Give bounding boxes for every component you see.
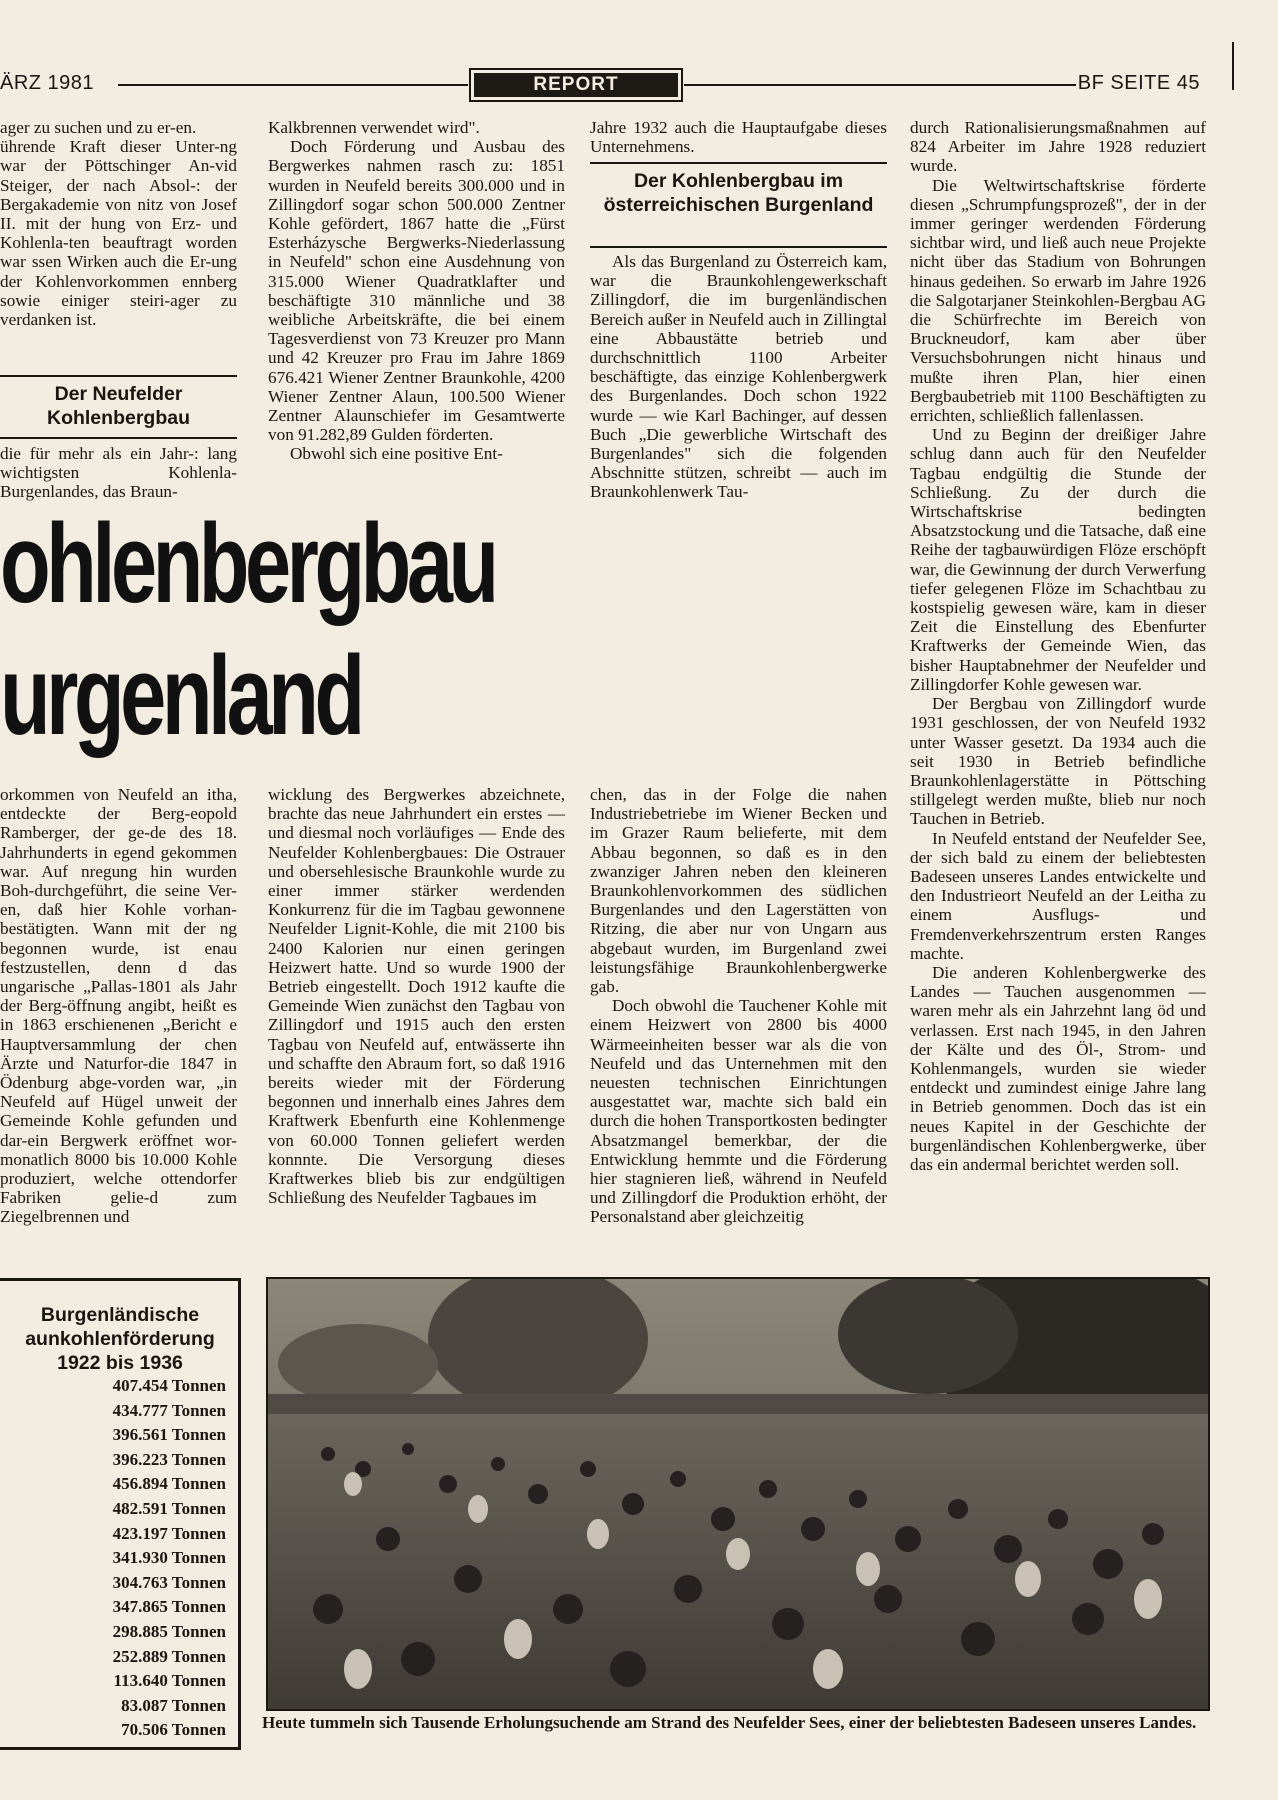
table-row: 407.454 Tonnen <box>112 1376 226 1395</box>
paragraph: Und zu Beginn der dreißiger Jahre schlug dann auch für den Neufelder Tagbau endgültig die Stunde der Schließung. Zu der durch die Wirtschaftskrise bedingten Absatzstockung und die Tatsache, daß eine Reihe der tagbauwürdigen Flöze erschöpft war, die Gewinnung der durch Verwerfung tiefer gelegenen Flöze im Schachtbau zu kostspielig gewesen wäre, kam in dieser Zeit die Einstellung des Ebenfurter Kraftwerks der Gemeinde Wien, das bisher Hauptabnehmer der Neufelder und Zillingdorfer Kohle gewesen war. <box>910 425 1206 694</box>
subhead-box-neufelder <box>0 375 237 439</box>
paragraph: Doch Förderung und Ausbau des Bergwerkes nahmen rasch zu: 1851 wurden in Neufeld bereits 300.000 und in Zillingdorf sogar schon 500.000 Zentner Kohle gefördert, 1867 hatte die „Fürst Esterházysche Bergwerks-Niederlassung in Neufeld" schon eine Ausdehnung von 315.000 Wiener Quadratklafter und beschäftigte 310 männliche und 38 weibliche Arbeitskräfte, die bei einem Tagesverdienst von 73 Kreuzer pro Mann und 42 Kreuzer pro Frau im Jahre 1869 676.421 Wiener Zentner Braunkohle, 4200 Wiener Zentner Alaun, 100.500 Wiener Zentner Alaunschiefer im Gesamtwerte von 91.282,89 Gulden förderten. <box>268 137 565 445</box>
lake-photo-image <box>268 1279 1208 1709</box>
page-number: BF SEITE 45 <box>1077 72 1200 94</box>
edge-rule <box>1232 42 1234 90</box>
headline-line-2: urgenland <box>0 633 361 758</box>
table-rows <box>0 1374 226 1743</box>
paragraph: ührende Kraft dieser Unter-ng war der Pöttschinger An-vid Steiger, der nach Absol-: der Bergakademie von nitz von Josef II. mit der hung von Erz- und Kohlenla-ten beauftragt worden war ssen Wirken auch die Er-ung der Kohlenvorkommen ennberg sowie einiger steiri-ager zu verdanken ist. <box>0 137 237 330</box>
subhead-box-burgenland <box>590 162 887 248</box>
paragraph: Kalkbrennen verwendet wird". <box>268 118 480 137</box>
table-row: 113.640 Tonnen <box>113 1671 226 1691</box>
paragraph: Obwohl sich eine positive Ent- <box>290 444 503 464</box>
production-table <box>0 1278 241 1750</box>
table-row: 434.777 Tonnen <box>112 1400 226 1420</box>
table-row: 83.087 Tonnen <box>121 1695 226 1715</box>
table-row: 347.865 Tonnen <box>112 1597 226 1617</box>
paragraph: die für mehr als ein Jahr-: lang wichtigsten Kohlenla- Burgenlandes, das Braun- <box>0 444 237 502</box>
photo-caption: Heute tummeln sich Tausende Erholungsuchende am Strand des Neufelder Sees, einer der beliebtesten Badeseen unseres Landes. <box>262 1713 1197 1732</box>
issue-date: ÄRZ 1981 <box>0 72 95 94</box>
paragraph: chen, das in der Folge die nahen Industriebetriebe im Wiener Becken und im Grazer Raum belieferte, mit dem Abbau begonnen, so daß es in den zwanziger Jahren neben den kleineren Braunkohlenvorkommen des südlichen Burgenlandes und den Lagerstätten von Ritzing, die aber nur von Ungarn aus abgebaut wurden, im Burgenland zwei leistungsfähige Braunkohlenbergwerke gab. <box>590 785 887 997</box>
column-4 <box>910 118 1206 1174</box>
table-row: 252.889 Tonnen <box>112 1646 226 1666</box>
paragraph: durch Rationalisierungsmaßnahmen auf 824 Arbeiter im Jahre 1928 reduziert wurde. <box>910 118 1206 176</box>
column-3-after-subhead <box>590 252 887 502</box>
table-row: 298.885 Tonnen <box>112 1621 226 1641</box>
header-rule-right <box>684 84 1076 86</box>
column-1-bottom <box>0 785 237 1227</box>
paragraph: ager zu suchen und zu er-en. <box>0 118 197 137</box>
table-row: 482.591 Tonnen <box>112 1498 226 1518</box>
section-label: REPORT <box>474 73 678 97</box>
paragraph: Die Weltwirtschaftskrise förderte diesen „Schrumpfungsprozeß", der in der immer geringer werdenden Förderung sichtbar wird, und ließ auch neue Projekte nicht über das Stadium von Bohrungen hinaus gedeihen. So erwarb im Jahre 1926 die Salgotarjaner Steinkohlen-Bergbau AG die Schürfrechte im Bereich von Bruckneudorf, kam aber über Versuchsbohrungen nicht hinaus und mußte ihren Plan, hier einen Bergbaubetrieb mit 1100 Beschäftigten zu errichten, schließlich fallenlassen. <box>910 175 1206 426</box>
table-row: 396.561 Tonnen <box>112 1425 226 1445</box>
table-row: 396.223 Tonnen <box>112 1449 226 1469</box>
table-row: 70.506 Tonnen <box>121 1720 226 1740</box>
table-title: Burgenländische aunkohlenförderung 1922 bis 1936 <box>25 1304 215 1374</box>
paragraph: Der Bergbau von Zillingdorf wurde 1931 geschlossen, der von Neufeld 1932 unter Wasser gesetzt. Da 1934 auch die seit 1930 in Betrieb befindliche Braunkohlenlagerstätte in Pöttsching stillgelegt werden mußte, blieb nur noch Tauchen in Betrieb. <box>910 694 1206 829</box>
table-row: 423.197 Tonnen <box>112 1523 226 1543</box>
header-rule-left <box>118 84 468 86</box>
headline-line-1: ohlenbergbau <box>0 501 495 626</box>
column-3-bottom <box>590 785 887 1227</box>
subhead-neufelder: Der Neufelder Kohlenbergbau <box>46 383 190 429</box>
column-2-bottom <box>268 785 565 1207</box>
paragraph: Als das Burgenland zu Österreich kam, war die Braunkohlengewerkschaft Zillingdorf, die im burgenländischen Bereich außer in Neufeld auch in Zillingtal eine Abbaustätte betrieb und durchschnittlich 1100 Arbeiter beschäftigte, das einzige Kohlenbergwerk des Burgenlandes. Doch schon 1922 wurde — wie Karl Bachinger, auf dessen Buch „Die gewerbliche Wirtschaft des Burgenlandes" sich die folgenden Abschnitte stützen, schreibt — auch im Braunkohlenwerk Tau- <box>590 252 887 502</box>
column-1-top <box>0 118 237 329</box>
column-2-top <box>268 118 565 464</box>
paragraph: In Neufeld entstand der Neufelder See, der sich bald zu einem der beliebtesten Badeseen unseres Landes entwickelte und den Industrieort Neufeld an der Leitha zu einem Ausflugs- und Fremdenverkehrszentrum ersten Ranges machte. <box>910 828 1206 963</box>
paragraph: Doch obwohl die Tauchener Kohle mit einem Heizwert von 2800 bis 4000 Wärmeeinheiten besser war als die von Neufeld und das Unternehmen mit den neuesten technischen Einrichtungen ausgestattet war, machte sich bald ein durch die hohen Transportkosten bedingter Absatzmangel bemerkbar, der die Entwicklung hemmte und die Förderung hier stagnieren ließ, während in Neufeld und Zillingdorf die Produktion erhöht, der Personalstand aber gleichzeitig <box>590 996 887 1227</box>
subhead-burgenland: Der Kohlenbergbau im österreichischen Burgenland <box>603 170 874 216</box>
paragraph: Die anderen Kohlenbergwerke des Landes — Tauchen ausgenommen — waren mehr als ein Jahrzehnt lang öd und verlassen. Erst nach 1945, in den Jahren der Kälte und des Öl-, Strom- und Kohlenmangels, wurden sie wieder entdeckt und zumindest einige Jahre lang in Betrieb genommen. Doch das ist ein neues Kapitel in der Geschichte der burgenländischen Kohlenbergwerke, über das ein andermal berichtet werden soll. <box>910 962 1206 1174</box>
paragraph: Jahre 1932 auch die Hauptaufgabe dieses Unternehmens. <box>590 118 887 157</box>
paragraph: orkommen von Neufeld an itha, entdeckte der Berg-eopold Ramberger, der ge-de des 18. Jahrhunderts in egend gekommen war. Auf nregung hin wurden Boh-durchgeführt, die seine Ver-en, daß hier Kohle vorhan-bestätigten. Wann mit der ng begonnen wurde, ist enau festzustellen, denn d das ungarische „Pallas-1801 als Jahr der Berg-öffnung angibt, heißt es in 1863 erschienenen „Bericht e Hauptversammlung der chen Ärzte und Naturfor-die 1847 in Ödenburg abge-vorden war, „in Neufeld auf Hügel unweit der Gemeinde Kohle gefunden und dar-ein Bergwerk eröffnet wor-monatlich 8000 bis 10.000 Kohle produziert, welche ottendorfer Fabriken gelie-d zum Ziegelbrennen und <box>0 785 237 1227</box>
column-1-after-subhead <box>0 444 237 502</box>
section-label-box <box>469 68 683 102</box>
table-row: 456.894 Tonnen <box>112 1474 226 1494</box>
table-row: 304.763 Tonnen <box>112 1572 226 1592</box>
paragraph: wicklung des Bergwerkes abzeichnete, brachte das neue Jahrhundert ein erstes — und diesmal noch vorläufiges — Ende des Neufelder Kohlenbergbaues: Die Ostrauer und obersehlesische Braunkohle wurde zu einer immer stärker werdenden Konkurrenz für die im Tagbau gewonnene Neufelder Lignit-Kohle, die mit 2100 bis 2400 Kalorien nur einen geringen Heizwert hatte. Und so wurde 1900 der Betrieb eingestellt. Doch 1912 kaufte die Gemeinde Wien zunächst den Tagbau von Zillingdorf und 1915 auch den ersten Tagbau von Neufeld auf, entwässerte ihn und schaffte den Abraum fort, so daß 1916 bereits wieder mit der Förderung begonnen und innerhalb eines Jahres dem Kraftwerk Ebenfurth eine Kohlenmenge von 60.000 Tonnen geliefert werden konnnte. Die Versorgung dieses Kraftwerkes blieb bis zur endgültigen Schließung des Neufelder Tagbaues im <box>268 785 565 1208</box>
table-row: 341.930 Tonnen <box>112 1548 226 1568</box>
lake-photo <box>266 1277 1210 1711</box>
column-3-top <box>590 118 887 156</box>
